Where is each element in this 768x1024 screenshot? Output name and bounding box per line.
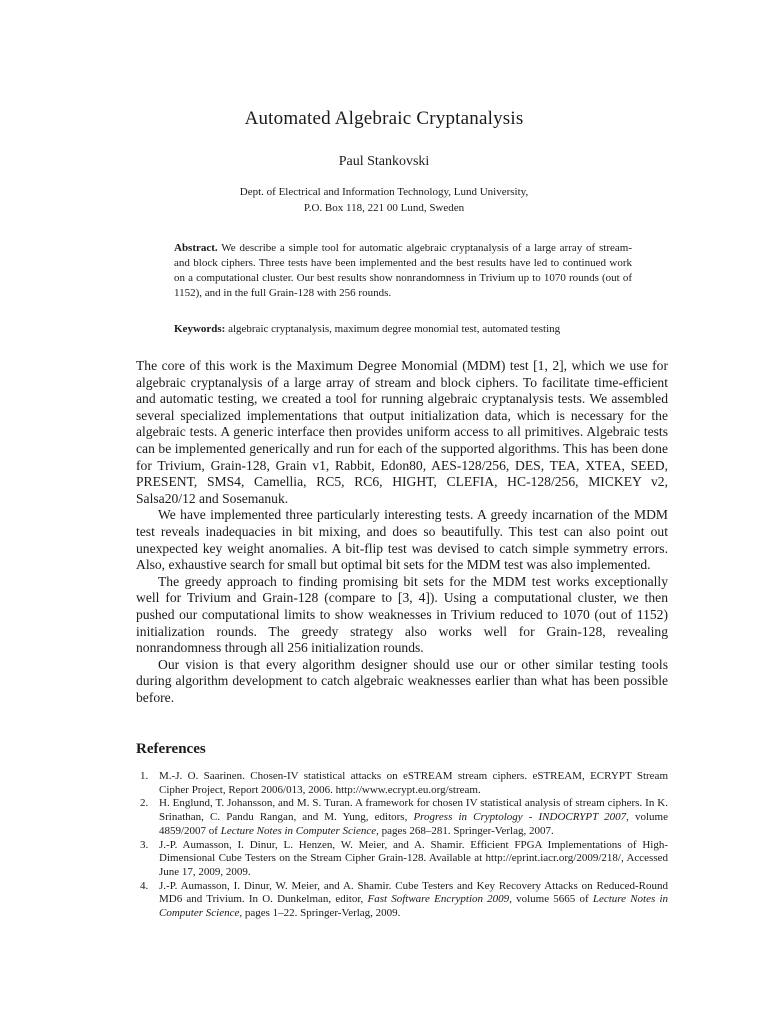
reference-number: 1. bbox=[140, 770, 149, 782]
author-affiliation bbox=[0, 184, 768, 216]
body-text bbox=[136, 358, 668, 706]
reference-number: 2. bbox=[140, 797, 149, 810]
abstract-text: We describe a simple tool for automatic algebraic cryptanalysis of a large array of stream- and block ciphers. Three tests have been implemented and the best results have led to continued work on a computational cluster. Our best results show nonrandomness in Trivium up to 1070 rounds (out of 1152), and in the full Grain-128 with 256 rounds. bbox=[174, 242, 632, 299]
keywords-label: Keywords: bbox=[174, 323, 226, 335]
references-heading: References bbox=[136, 741, 206, 757]
body-paragraph: The core of this work is the Maximum Degree Monomial (MDM) test [1, 2], which we use for algebraic cryptanalysis of a large array of stream and block ciphers. To facilitate time-efficient and automatic testing, we created a tool for running algebraic cryptanalysis tests. We assembled several specialized implementations that output initialization data, which is necessary for the algebraic tests. A generic interface then provides uniform access to all primitives. Algebraic tests can be implemented generically and run for each of the supported algorithms. This has been done for Trivium, Grain-128, Grain v1, Rabbit, Edon80, AES-128/256, DES, TEA, XTEA, SEED, PRESENT, SMS4, Camellia, RC5, RC6, HIGHT, CLEFIA, HC-128/256, MICKEY v2, Salsa20/12 and Sosemanuk. bbox=[136, 358, 668, 506]
reference-text: , pages 1–22. Springer-Verlag, 2009. bbox=[239, 907, 401, 920]
body-paragraph: The greedy approach to finding promising bit sets for the MDM test works exceptionally well for Trivium and Grain-128 (compare to [3, 4]). Using a computational cluster, we then pushed our computational limits to show weaknesses in Trivium reduced to 1070 (out of 1152) initialization rounds. The greedy strategy also works well for Grain-128, revealing nonrandomness through all 256 initialization rounds. bbox=[136, 573, 668, 656]
reference-text: , volume 4859/2007 of bbox=[159, 811, 669, 837]
reference-number: 3. bbox=[140, 838, 149, 851]
abstract-label: Abstract. bbox=[174, 242, 218, 254]
reference-text: J.-P. Aumasson, I. Dinur, L. Henzen, W. Meier, and A. Shamir. Efficient FPGA Implementations of High-Dimensional Cube Testers on the Stream Cipher Grain-128. Available at http://eprint.iacr.org/2009/218/, Accessed June 17, 2009, 2009. bbox=[159, 838, 668, 878]
keywords bbox=[174, 322, 644, 337]
affiliation-line-1: Dept. of Electrical and Information Technology, Lund University, bbox=[239, 186, 529, 198]
reference-text: H. Englund, T. Johansson, and M. S. Turan. A framework for chosen IV statistical analysis of stream ciphers. In K. Srinathan, C. Pandu Rangan, and M. Yung, editors, bbox=[159, 797, 668, 824]
reference-number: 4. bbox=[140, 879, 149, 892]
reference-book-title: Progress in Cryptology - INDOCRYPT 2007 bbox=[413, 811, 627, 824]
author-name: Paul Stankovski bbox=[338, 154, 430, 169]
keywords-text: algebraic cryptanalysis, maximum degree monomial test, automated testing bbox=[228, 323, 561, 335]
reference-text: M.-J. O. Saarinen. Chosen-IV statistical attacks on eSTREAM stream ciphers. eSTREAM, ECRYPT Stream Cipher Project, Report 2006/013, 2006. http://www.ecrypt.eu.org/stream. bbox=[159, 770, 668, 796]
reference-item bbox=[136, 839, 668, 880]
paper-title: Automated Algebraic Cryptanalysis bbox=[244, 108, 524, 129]
references-list bbox=[136, 770, 668, 921]
reference-item bbox=[136, 797, 668, 838]
reference-text: , pages 268–281. Springer-Verlag, 2007. bbox=[376, 824, 554, 837]
reference-text: J.-P. Aumasson, I. Dinur, W. Meier, and A. Shamir. Cube Testers and Key Recovery Attacks on Reduced-Round MD6 and Trivium. In O. Dunkelman, editor, bbox=[159, 879, 668, 906]
body-paragraph: Our vision is that every algorithm designer should use our or other similar testing tools during algorithm development to catch algebraic weaknesses earlier than what has been possible before. bbox=[136, 656, 668, 705]
reference-series-title: Lecture Notes in Computer Science bbox=[159, 893, 668, 920]
reference-book-title: Fast Software Encryption 2009 bbox=[367, 893, 510, 906]
affiliation-line-2: P.O. Box 118, 221 00 Lund, Sweden bbox=[303, 202, 465, 214]
abstract bbox=[174, 241, 632, 301]
reference-item bbox=[136, 880, 668, 921]
reference-series-title: Lecture Notes in Computer Science bbox=[220, 824, 377, 837]
reference-text: , volume 5665 of bbox=[509, 893, 593, 906]
body-paragraph: We have implemented three particularly interesting tests. A greedy incarnation of the MDM test reveals inadequacies in bit mixing, and does so beautifully. This test can also point out unexpected key weight anomalies. A bit-flip test was devised to catch simple symmetry errors. Also, exhaustive search for small but optimal bit sets for the MDM test was also implemented. bbox=[136, 507, 668, 573]
reference-item bbox=[136, 770, 668, 797]
